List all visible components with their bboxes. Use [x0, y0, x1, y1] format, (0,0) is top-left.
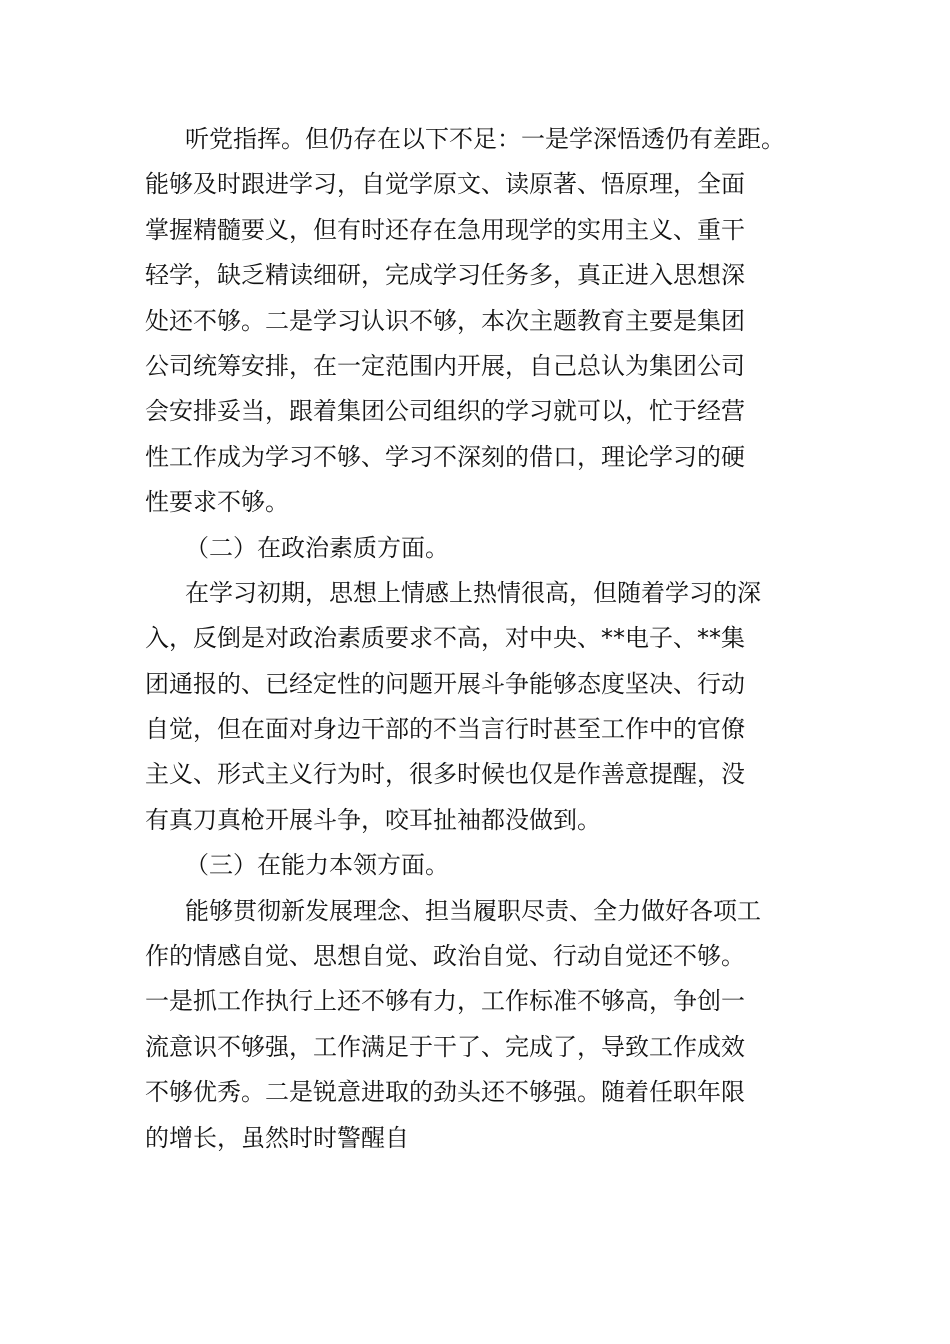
text-line: 一是抓工作执行上还不够有力，工作标准不够高，争创一 — [145, 987, 745, 1016]
text-line: 公司统筹安排，在一定范围内开展，自己总认为集团公司 — [145, 351, 745, 380]
text-line: 能够及时跟进学习，自觉学原文、读原著、悟原理，全面 — [145, 170, 745, 199]
text-line: 在学习初期，思想上情感上热情很高，但随着学习的深 — [185, 578, 761, 607]
text-line: 团通报的、已经定性的问题开展斗争能够态度坚决、行动 — [145, 669, 745, 698]
section-heading: （二）在政治素质方面。 — [185, 533, 449, 562]
text-line: 会安排妥当，跟着集团公司组织的学习就可以，忙于经营 — [145, 397, 745, 426]
section-heading: （三）在能力本领方面。 — [185, 851, 449, 880]
text-line: 入，反倒是对政治素质要求不高，对中央、**电子、**集 — [145, 624, 745, 653]
text-line: 轻学，缺乏精读细研，完成学习任务多，真正进入思想深 — [145, 261, 745, 290]
text-line: 作的情感自觉、思想自觉、政治自觉、行动自觉还不够。 — [145, 942, 745, 971]
text-line: 能够贯彻新发展理念、担当履职尽责、全力做好各项工 — [185, 896, 761, 925]
text-line: 不够优秀。二是锐意进取的劲头还不够强。随着任职年限 — [145, 1078, 745, 1107]
text-line: 流意识不够强，工作满足于干了、完成了，导致工作成效 — [145, 1032, 745, 1061]
text-line: 的增长，虽然时时警醒自 — [145, 1123, 409, 1152]
text-line: 自觉，但在面对身边干部的不当言行时甚至工作中的官僚 — [145, 715, 745, 744]
document-body — [145, 117, 825, 1161]
text-line: 听党指挥。但仍存在以下不足：一是学深悟透仍有差距。 — [185, 125, 785, 153]
text-line: 性工作成为学习不够、学习不深刻的借口，理论学习的硬 — [145, 442, 745, 471]
text-line: 有真刀真枪开展斗争，咬耳扯袖都没做到。 — [145, 805, 601, 834]
text-line: 掌握精髓要义，但有时还存在急用现学的实用主义、重干 — [145, 215, 745, 244]
text-line: 主义、形式主义行为时，很多时候也仅是作善意提醒，没 — [145, 760, 745, 789]
text-line: 处还不够。二是学习认识不够，本次主题教育主要是集团 — [145, 306, 745, 335]
text-line: 性要求不够。 — [145, 488, 289, 517]
